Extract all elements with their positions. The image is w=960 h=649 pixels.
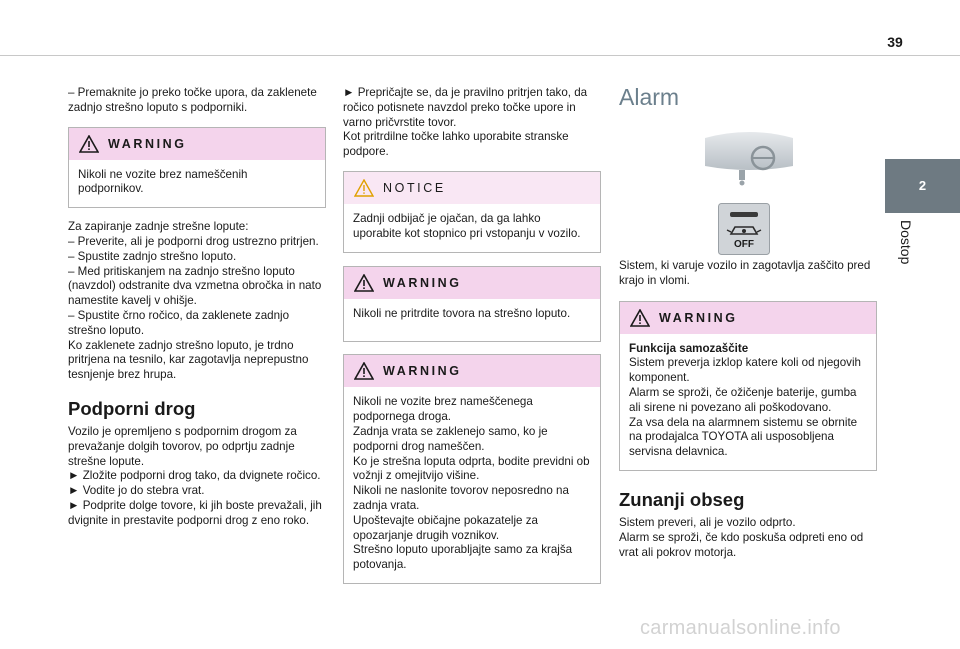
warning-line: Nikoli ne vozite brez nameščenega podpornega droga.: [353, 395, 533, 424]
warning-line: Zadnja vrata se zaklenejo samo, ko je podporni drog nameščen.: [353, 424, 548, 453]
warning-header: [69, 128, 325, 160]
warning-line: Nikoli ne naslonite tovorov neposredno na zadnja vrata.: [353, 484, 569, 512]
section-heading: Podporni drog: [68, 397, 196, 419]
chapter-tab[interactable]: 2: [885, 159, 960, 213]
page-heading: Alarm: [619, 84, 680, 110]
paragraph: ► Podprite dolge tovore, ki jih boste prevažali, jih dvignite in prestavite podporni drog z eno roko.: [68, 498, 322, 527]
warning-text: Nikoli ne pritrdite tovora na strešno loputo.: [353, 306, 571, 320]
warning-line: Upoštevajte običajne pokazatelje za opozarjanje drugih voznikov.: [353, 513, 538, 542]
warning-line: Za vsa dela na alarmnem sistemu se obrnite na prodajalca TOYOTA ali usposobljena servisna delavnica.: [629, 415, 858, 459]
warning-line: Ko je strešna loputa odprta, bodite previdni ob vožnji z omejitvijo višine.: [353, 454, 590, 483]
warning-line: Alarm se sproži, če ožičenje baterije, gumba ali sirene ni povezano ali poškodovano.: [629, 385, 857, 414]
warning-box: [343, 354, 601, 584]
paragraph: Ko zaklenete zadnjo strešno loputo, je trdno pritrjena na tesnilo, kar zagotavlja neprepustno tesnjenje brez hrupa.: [68, 338, 309, 382]
warning-icon: [79, 135, 99, 153]
warning-header: [620, 302, 876, 334]
page-number: 39: [887, 34, 903, 50]
warning-label: WARNING: [108, 136, 187, 151]
alarm-off-button-icon: [718, 203, 770, 255]
warning-box: [68, 127, 326, 209]
paragraph: Kot pritrdilne točke lahko uporabite stranske podpore.: [343, 130, 569, 159]
off-label: OFF: [734, 239, 754, 250]
paragraph: ► Vodite jo do stebra vrat.: [68, 484, 205, 498]
notice-icon: [354, 179, 374, 197]
warning-label: WARNING: [383, 275, 462, 290]
warning-text: Nikoli ne vozite brez nameščenih podpornikov.: [78, 167, 248, 196]
warning-line: Strešno loputo uporabljajte samo za krajša potovanja.: [353, 543, 573, 572]
paragraph: Alarm se sproži, če kdo poskuša odpreti eno od vrat ali pokrov motorja.: [619, 530, 864, 559]
column-middle: [343, 86, 601, 584]
header-rule: [0, 55, 960, 56]
alarm-illustration: [619, 118, 877, 256]
warning-body: [344, 387, 600, 583]
dashboard-icon: [703, 128, 795, 190]
paragraph: ► Prepričajte se, da je pravilno pritrjen tako, da ročico potisnete navzdol preko točke upore in varno pričvrstite tovor.: [343, 86, 588, 129]
warning-icon: [354, 274, 374, 292]
warning-icon: [354, 362, 374, 380]
notice-header: [344, 172, 600, 204]
paragraph: Sistem preveri, ali je vozilo odprto.: [619, 515, 796, 529]
notice-text: Zadnji odbijač je ojačan, da ga lahko uporabite kot stopnico pri vstopanju v vozilo.: [353, 211, 581, 240]
chapter-title: Dostop: [898, 220, 914, 265]
warning-box: [619, 301, 877, 471]
warning-line: Sistem preverja izklop katere koli od njegovih komponent.: [629, 356, 861, 385]
warning-label: WARNING: [383, 364, 462, 379]
paragraph: Za zapiranje zadnje strešne lopute:: [68, 220, 249, 234]
notice-label: NOTICE: [383, 180, 446, 195]
paragraph: – Spustite zadnjo strešno loputo.: [68, 249, 237, 263]
column-right: [619, 86, 877, 560]
warning-box: [343, 266, 601, 343]
warning-header: [344, 355, 600, 387]
watermark: carmanualsonline.info: [640, 617, 841, 639]
warning-title: Funkcija samozaščite: [629, 341, 749, 355]
intro-text: – Premaknite jo preko točke upora, da zaklenete zadnjo strešno loputo s podporniki.: [68, 86, 317, 114]
notice-box: [343, 171, 601, 253]
warning-label: WARNING: [659, 310, 738, 325]
section-heading: Zunanji obseg: [619, 488, 745, 510]
paragraph: Vozilo je opremljeno s podpornim drogom za prevažanje dolgih tovorov, po odprtju zadnje strešne lopute.: [68, 424, 297, 468]
column-left: [68, 86, 326, 529]
paragraph: Sistem, ki varuje vozilo in zagotavlja zaščito pred krajo in vlomi.: [619, 259, 871, 287]
paragraph: – Spustite črno ročico, da zaklenete zadnjo strešno loputo.: [68, 308, 290, 337]
warning-header: [344, 267, 600, 299]
paragraph: ► Zložite podporni drog tako, da dvignete ročico.: [68, 469, 321, 483]
warning-icon: [630, 309, 650, 327]
paragraph: – Med pritiskanjem na zadnjo strešno loputo (navzdol) odstranite dva vzmetna obročka in nato namestite kavelj v ohišje.: [68, 264, 322, 308]
warning-body: [620, 334, 876, 470]
paragraph: – Preverite, ali je podporni drog ustrezno pritrjen.: [68, 234, 319, 248]
